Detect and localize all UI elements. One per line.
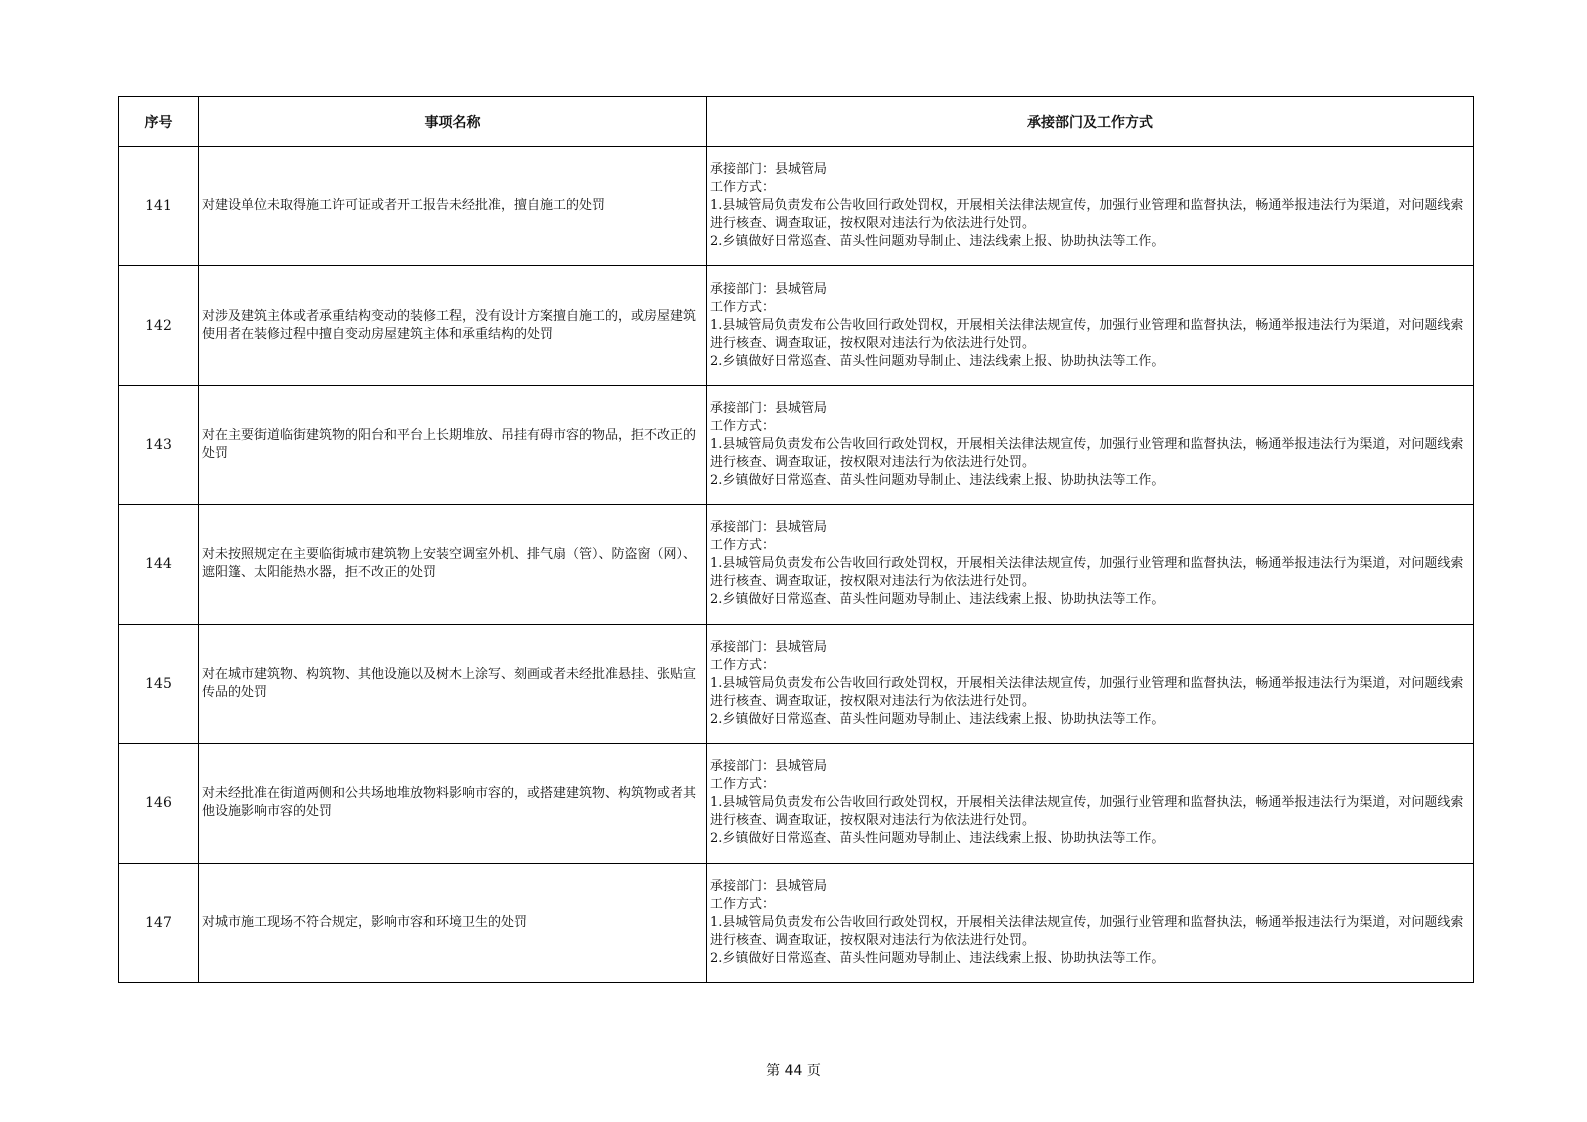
table-row — [119, 147, 1474, 266]
page-number: 第 44 页 — [766, 1063, 821, 1079]
matters-table — [118, 96, 1474, 983]
dept-line: 承接部门：县城管局 — [710, 520, 828, 536]
method-item-2: 2.乡镇做好日常巡查、苗头性问题劝导制止、违法线索上报、协助执法等工作。 — [710, 473, 1165, 489]
method-item-1: 1.县城管局负责发布公告收回行政处罚权，开展相关法律法规宣传，加强行业管理和监督执法，畅通举报违法行为渠道，对问题线索进行核查、调查取证，按权限对违法行为依法进行处罚。 — [710, 437, 1464, 471]
row-seq: 144 — [119, 505, 199, 624]
method-label: 工作方式： — [710, 299, 776, 315]
method-item-2: 2.乡镇做好日常巡查、苗头性问题劝导制止、违法线索上报、协助执法等工作。 — [710, 711, 1165, 727]
method-label: 工作方式： — [710, 777, 776, 793]
table-row — [119, 744, 1474, 863]
row-item-name: 对未按照规定在主要临街城市建筑物上安装空调室外机、排气扇（管）、防盗窗（网）、遮阳篷、太阳能热水器，拒不改正的处罚 — [199, 505, 707, 624]
method-item-2: 2.乡镇做好日常巡查、苗头性问题劝导制止、违法线索上报、协助执法等工作。 — [710, 950, 1165, 966]
row-seq: 146 — [119, 744, 199, 863]
method-item-1: 1.县城管局负责发布公告收回行政处罚权，开展相关法律法规宣传，加强行业管理和监督执法，畅通举报违法行为渠道，对问题线索进行核查、调查取证，按权限对违法行为依法进行处罚。 — [710, 317, 1464, 351]
dept-line: 承接部门：县城管局 — [710, 401, 828, 417]
row-seq: 145 — [119, 624, 199, 743]
row-item-name: 对建设单位未取得施工许可证或者开工报告未经批准，擅自施工的处罚 — [199, 147, 707, 266]
method-item-1: 1.县城管局负责发布公告收回行政处罚权，开展相关法律法规宣传，加强行业管理和监督执法，畅通举报违法行为渠道，对问题线索进行核查、调查取证，按权限对违法行为依法进行处罚。 — [710, 795, 1464, 829]
method-label: 工作方式： — [710, 896, 776, 912]
table-header-row — [119, 97, 1474, 147]
dept-line: 承接部门：县城管局 — [710, 281, 828, 297]
table-row — [119, 863, 1474, 982]
method-item-2: 2.乡镇做好日常巡查、苗头性问题劝导制止、违法线索上报、协助执法等工作。 — [710, 592, 1165, 608]
table-row — [119, 624, 1474, 743]
method-label: 工作方式： — [710, 657, 776, 673]
method-item-1: 1.县城管局负责发布公告收回行政处罚权，开展相关法律法规宣传，加强行业管理和监督执法，畅通举报违法行为渠道，对问题线索进行核查、调查取证，按权限对违法行为依法进行处罚。 — [710, 556, 1464, 590]
method-item-1: 1.县城管局负责发布公告收回行政处罚权，开展相关法律法规宣传，加强行业管理和监督执法，畅通举报违法行为渠道，对问题线索进行核查、调查取证，按权限对违法行为依法进行处罚。 — [710, 198, 1464, 232]
method-item-1: 1.县城管局负责发布公告收回行政处罚权，开展相关法律法规宣传，加强行业管理和监督执法，畅通举报违法行为渠道，对问题线索进行核查、调查取证，按权限对违法行为依法进行处罚。 — [710, 675, 1464, 709]
method-label: 工作方式： — [710, 538, 776, 554]
header-seq: 序号 — [119, 97, 199, 147]
row-item-name: 对在城市建筑物、构筑物、其他设施以及树木上涂写、刻画或者未经批准悬挂、张贴宣传品的处罚 — [199, 624, 707, 743]
row-seq: 147 — [119, 863, 199, 982]
table-row — [119, 266, 1474, 385]
dept-line: 承接部门：县城管局 — [710, 759, 828, 775]
row-seq: 142 — [119, 266, 199, 385]
method-item-2: 2.乡镇做好日常巡查、苗头性问题劝导制止、违法线索上报、协助执法等工作。 — [710, 234, 1165, 250]
method-label: 工作方式： — [710, 180, 776, 196]
row-dept-method — [707, 266, 1474, 385]
row-seq: 143 — [119, 385, 199, 504]
table-row — [119, 385, 1474, 504]
header-dept-method: 承接部门及工作方式 — [707, 97, 1474, 147]
dept-line: 承接部门：县城管局 — [710, 878, 828, 894]
row-item-name: 对在主要街道临街建筑物的阳台和平台上长期堆放、吊挂有碍市容的物品，拒不改正的处罚 — [199, 385, 707, 504]
method-item-2: 2.乡镇做好日常巡查、苗头性问题劝导制止、违法线索上报、协助执法等工作。 — [710, 353, 1165, 369]
row-dept-method — [707, 147, 1474, 266]
row-dept-method — [707, 505, 1474, 624]
row-dept-method — [707, 744, 1474, 863]
row-dept-method — [707, 385, 1474, 504]
dept-line: 承接部门：县城管局 — [710, 639, 828, 655]
dept-line: 承接部门：县城管局 — [710, 162, 828, 178]
row-dept-method — [707, 863, 1474, 982]
row-item-name: 对城市施工现场不符合规定，影响市容和环境卫生的处罚 — [199, 863, 707, 982]
row-seq: 141 — [119, 147, 199, 266]
row-dept-method — [707, 624, 1474, 743]
table-row — [119, 505, 1474, 624]
method-item-2: 2.乡镇做好日常巡查、苗头性问题劝导制止、违法线索上报、协助执法等工作。 — [710, 831, 1165, 847]
header-item-name: 事项名称 — [199, 97, 707, 147]
method-label: 工作方式： — [710, 419, 776, 435]
row-item-name: 对未经批准在街道两侧和公共场地堆放物料影响市容的，或搭建建筑物、构筑物或者其他设施影响市容的处罚 — [199, 744, 707, 863]
row-item-name: 对涉及建筑主体或者承重结构变动的装修工程，没有设计方案擅自施工的，或房屋建筑使用者在装修过程中擅自变动房屋建筑主体和承重结构的处罚 — [199, 266, 707, 385]
method-item-1: 1.县城管局负责发布公告收回行政处罚权，开展相关法律法规宣传，加强行业管理和监督执法，畅通举报违法行为渠道，对问题线索进行核查、调查取证，按权限对违法行为依法进行处罚。 — [710, 914, 1464, 948]
